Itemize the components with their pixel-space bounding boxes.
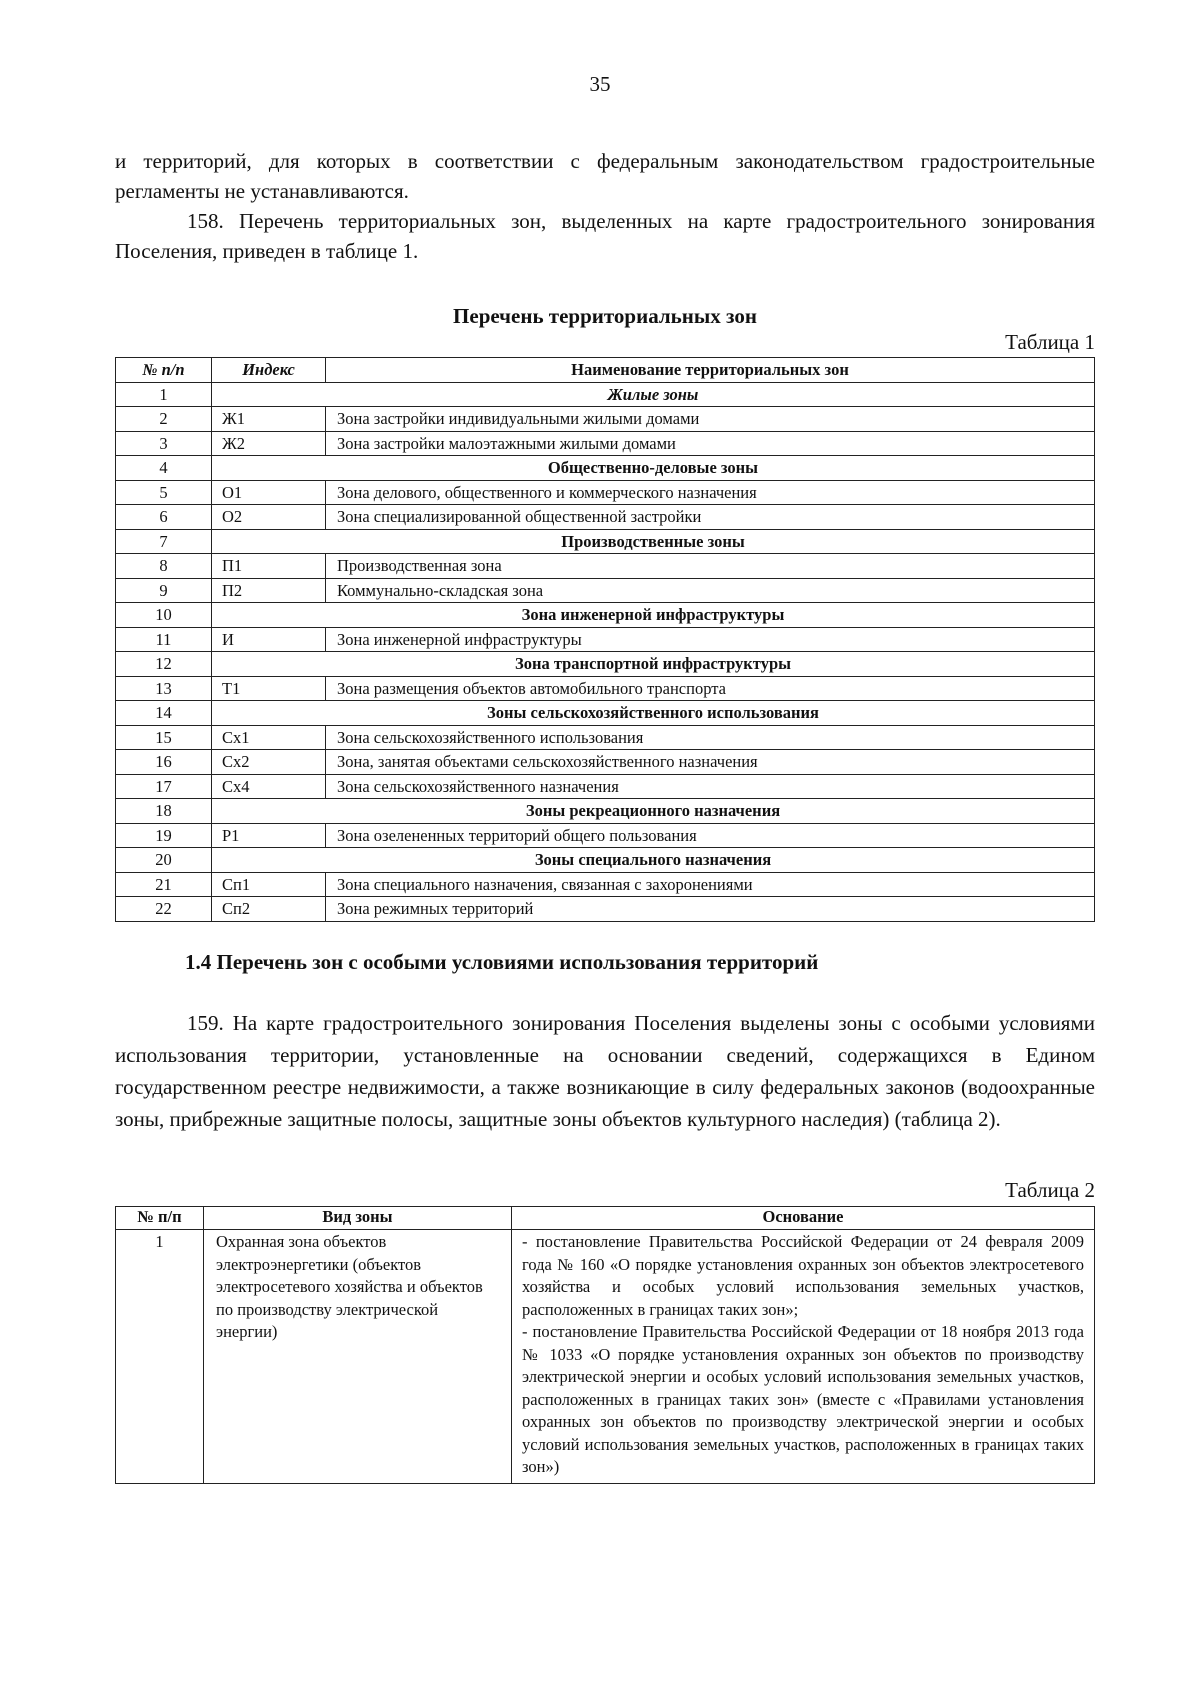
zone-group-name: Зоны специального назначения xyxy=(212,848,1095,873)
zone-index: Сп1 xyxy=(212,872,326,897)
table-row xyxy=(116,823,1095,848)
table-row xyxy=(116,750,1095,775)
zone-name: Зона застройки малоэтажными жилыми домами xyxy=(326,431,1095,456)
table-group-row xyxy=(116,382,1095,407)
row-number: 7 xyxy=(116,529,212,554)
row-number: 13 xyxy=(116,676,212,701)
table-row xyxy=(116,897,1095,922)
row-number: 16 xyxy=(116,750,212,775)
table-header-row xyxy=(116,1207,1095,1230)
table2-body xyxy=(116,1230,1095,1484)
table-row xyxy=(116,407,1095,432)
basis-item: - постановление Правительства Российской Федерации от 24 февраля 2009 года № 160 «О порядке установления охранных зон объектов электросетевого хозяйства и особых условий использования земельных участков, расположенных в границах таких зон»; xyxy=(522,1232,1084,1319)
table-group-row xyxy=(116,529,1095,554)
zone-name: Зона застройки индивидуальными жилыми домами xyxy=(326,407,1095,432)
zone-name: Зона специализированной общественной застройки xyxy=(326,505,1095,530)
row-number: 6 xyxy=(116,505,212,530)
zone-index: И xyxy=(212,627,326,652)
zone-name: Зона сельскохозяйственного назначения xyxy=(326,774,1095,799)
page-number: 35 xyxy=(589,72,611,96)
zone-index: Сх1 xyxy=(212,725,326,750)
zone-name: Зона инженерной инфраструктуры xyxy=(326,627,1095,652)
row-number: 2 xyxy=(116,407,212,432)
zone-group-name: Общественно-деловые зоны xyxy=(212,456,1095,481)
zone-group-name: Зоны рекреационного назначения xyxy=(212,799,1095,824)
zone-name: Зона режимных территорий xyxy=(326,897,1095,922)
row-number: 1 xyxy=(116,1230,204,1484)
zone-index: Сх2 xyxy=(212,750,326,775)
zone-name: Зона озелененных территорий общего пользования xyxy=(326,823,1095,848)
zone-group-name: Зона транспортной инфраструктуры xyxy=(212,652,1095,677)
table-row xyxy=(116,872,1095,897)
zone-basis xyxy=(512,1230,1095,1484)
table-row xyxy=(116,1230,1095,1484)
row-number: 14 xyxy=(116,701,212,726)
table-row xyxy=(116,480,1095,505)
table-group-row xyxy=(116,799,1095,824)
paragraph-159: 159. На карте градостроительного зонирования Поселения выделены зоны с особыми условиями использования территории, установленные на основании сведений, содержащихся в Едином государственном реестре недвижимости, а также возникающие в силу федеральных законов (водоохранные зоны, прибрежные защитные полосы, защитные зоны объектов культурного наследия) (таблица 2). xyxy=(115,1011,1095,1131)
table-row xyxy=(116,676,1095,701)
zone-index: Сп2 xyxy=(212,897,326,922)
territorial-zones-table xyxy=(115,357,1095,922)
row-number: 11 xyxy=(116,627,212,652)
row-number: 8 xyxy=(116,554,212,579)
table-row xyxy=(116,725,1095,750)
row-number: 9 xyxy=(116,578,212,603)
table-row xyxy=(116,578,1095,603)
header-index: Индекс xyxy=(212,358,326,383)
table-group-row xyxy=(116,652,1095,677)
row-number: 1 xyxy=(116,382,212,407)
zone-index: П2 xyxy=(212,578,326,603)
table1-title: Перечень территориальных зон xyxy=(453,304,757,328)
zone-index: П1 xyxy=(212,554,326,579)
table1-body xyxy=(116,382,1095,921)
row-number: 5 xyxy=(116,480,212,505)
row-number: 4 xyxy=(116,456,212,481)
table-row xyxy=(116,774,1095,799)
row-number: 15 xyxy=(116,725,212,750)
table2-caption: Таблица 2 xyxy=(1005,1178,1095,1202)
table-group-row xyxy=(116,848,1095,873)
header-zone-kind: Вид зоны xyxy=(204,1207,512,1230)
zone-name: Производственная зона xyxy=(326,554,1095,579)
zone-index: Р1 xyxy=(212,823,326,848)
table-row xyxy=(116,627,1095,652)
zone-name: Коммунально-складская зона xyxy=(326,578,1095,603)
zone-index: О1 xyxy=(212,480,326,505)
header-zone-name: Наименование территориальных зон xyxy=(326,358,1095,383)
row-number: 20 xyxy=(116,848,212,873)
table-group-row xyxy=(116,456,1095,481)
row-number: 18 xyxy=(116,799,212,824)
row-number: 19 xyxy=(116,823,212,848)
row-number: 12 xyxy=(116,652,212,677)
zone-index: Сх4 xyxy=(212,774,326,799)
zone-index: О2 xyxy=(212,505,326,530)
table-row xyxy=(116,554,1095,579)
section-heading: 1.4 Перечень зон с особыми условиями использования территорий xyxy=(185,950,819,974)
zone-index: Ж1 xyxy=(212,407,326,432)
zone-name: Зона специального назначения, связанная с захоронениями xyxy=(326,872,1095,897)
header-num: № п/п xyxy=(116,1207,204,1230)
zone-name: Зона размещения объектов автомобильного транспорта xyxy=(326,676,1095,701)
zone-group-name: Производственные зоны xyxy=(212,529,1095,554)
special-zones-table xyxy=(115,1206,1095,1484)
zone-group-name: Зона инженерной инфраструктуры xyxy=(212,603,1095,628)
table-row xyxy=(116,431,1095,456)
table-row xyxy=(116,505,1095,530)
table-group-row xyxy=(116,701,1095,726)
table-group-row xyxy=(116,603,1095,628)
zone-kind: Охранная зона объектов электроэнергетики (объектов электросетевого хозяйства и объектов по производству электрической энергии) xyxy=(204,1230,512,1484)
header-basis: Основание xyxy=(512,1207,1095,1230)
row-number: 17 xyxy=(116,774,212,799)
row-number: 21 xyxy=(116,872,212,897)
zone-name: Зона делового, общественного и коммерческого назначения xyxy=(326,480,1095,505)
header-num: № п/п xyxy=(116,358,212,383)
zone-name: Зона сельскохозяйственного использования xyxy=(326,725,1095,750)
row-number: 10 xyxy=(116,603,212,628)
table-header-row xyxy=(116,358,1095,383)
zone-group-name: Зоны сельскохозяйственного использования xyxy=(212,701,1095,726)
row-number: 3 xyxy=(116,431,212,456)
basis-item: - постановление Правительства Российской Федерации от 18 ноября 2013 года № 1033 «О порядке установления охранных зон объектов по производству электрической энергии и особых условий использования земельных участков, расположенных в границах таких зон» (вместе с «Правилами установления охранных зон объектов по производству электрической энергии и особых условий использования земельных участков, расположенных в границах таких зон») xyxy=(522,1322,1084,1476)
zone-group-name: Жилые зоны xyxy=(212,382,1095,407)
row-number: 22 xyxy=(116,897,212,922)
paragraph-158: 158. Перечень территориальных зон, выделенных на карте градостроительного зонирования Поселения, приведен в таблице 1. xyxy=(115,209,1095,263)
table1-caption: Таблица 1 xyxy=(1005,330,1095,354)
paragraph-continuation: и территорий, для которых в соответствии с федеральным законодательством градостроительные регламенты не устанавливаются. xyxy=(115,149,1095,203)
zone-index: Т1 xyxy=(212,676,326,701)
zone-index: Ж2 xyxy=(212,431,326,456)
zone-name: Зона, занятая объектами сельскохозяйственного назначения xyxy=(326,750,1095,775)
